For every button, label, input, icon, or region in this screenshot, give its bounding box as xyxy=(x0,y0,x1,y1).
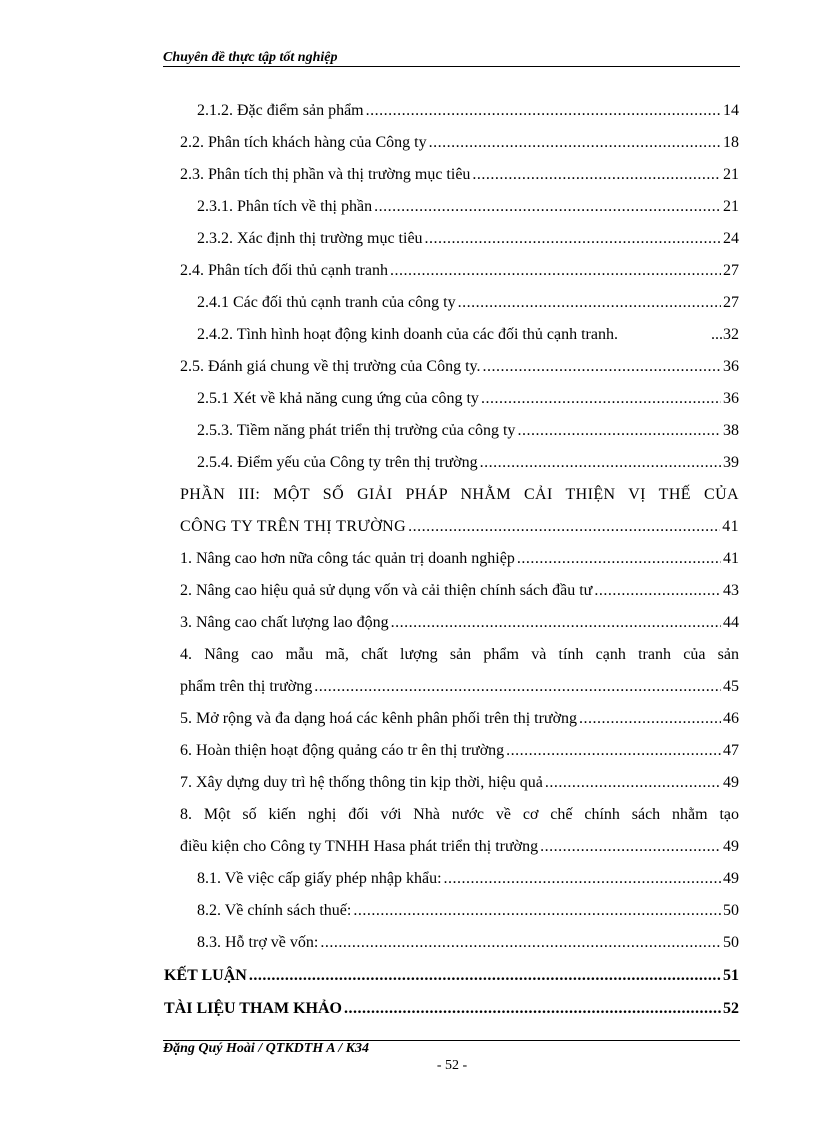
toc-leader xyxy=(506,735,721,767)
toc-leader xyxy=(374,191,721,223)
toc-entry-text: 2.5. Đánh giá chung về thị trường của Công ty. xyxy=(180,358,481,375)
toc-page-number: 46 xyxy=(723,710,739,727)
toc-entry-text: 2.3. Phân tích thị phần và thị trường mục tiêu xyxy=(180,166,471,183)
toc-entry xyxy=(180,639,739,703)
toc-leader xyxy=(517,415,721,447)
toc-entry-text: PHẦN III: MỘT SỐ GIẢI PHÁP NHẰM CẢI THIỆN VỊ THẾ CỦA xyxy=(180,486,739,503)
toc-entry xyxy=(180,927,739,959)
toc-entry xyxy=(180,191,739,223)
page-number: - 52 - xyxy=(436,1058,468,1073)
toc-entry xyxy=(180,287,739,319)
toc-entry xyxy=(180,127,739,159)
toc-page-number: 24 xyxy=(723,230,739,247)
toc-leader xyxy=(408,511,720,543)
toc-page-number: 21 xyxy=(723,198,739,215)
toc-page-number: 52 xyxy=(723,1000,739,1017)
toc-page-number: 49 xyxy=(723,838,739,855)
toc-leader xyxy=(579,703,721,735)
toc-page-number: 50 xyxy=(723,902,739,919)
toc-page-number: 47 xyxy=(723,742,739,759)
toc-entry-text: 4. Nâng cao mẫu mã, chất lượng sản phẩm và tính cạnh tranh của sản xyxy=(180,646,739,663)
toc-entry-text: 2.2. Phân tích khách hàng của Công ty xyxy=(180,134,427,151)
toc-entry xyxy=(180,159,739,191)
toc-page-number: 38 xyxy=(723,422,739,439)
toc-entry-text: 7. Xây dựng duy trì hệ thống thông tin kịp thời, hiệu quả xyxy=(180,774,543,791)
footer-author: Đặng Quý Hoài / QTKDTH A / K34 xyxy=(163,1041,370,1056)
toc-entry-text: 2.3.1. Phân tích về thị phần xyxy=(197,198,373,215)
toc-entry-text: 2.1.2. Đặc điểm sản phẩm xyxy=(197,102,364,119)
toc-entry xyxy=(180,319,739,351)
toc-page-number: 14 xyxy=(723,102,739,119)
toc-entry xyxy=(180,607,739,639)
toc-entry xyxy=(180,255,739,287)
toc-page-number: 27 xyxy=(723,294,739,311)
toc-entry xyxy=(180,383,739,415)
toc-leader xyxy=(444,863,721,895)
toc-leader xyxy=(545,767,721,799)
table-of-contents xyxy=(164,95,739,1025)
toc-entry-text: KẾT LUẬN xyxy=(164,967,247,984)
toc-entry xyxy=(180,767,739,799)
toc-entry-text: 2.3.2. Xác định thị trường mục tiêu xyxy=(197,230,423,247)
toc-leader xyxy=(429,127,721,159)
toc-entry-text: 8.3. Hỗ trợ về vốn: xyxy=(197,934,319,951)
toc-entry-text: 2.4.2. Tình hình hoạt động kinh doanh của các đối thủ cạnh tranh. xyxy=(197,326,618,343)
toc-page-number: 49 xyxy=(723,870,739,887)
toc-leader xyxy=(366,95,721,127)
toc-page-number: 39 xyxy=(723,454,739,471)
toc-leader xyxy=(344,992,721,1025)
toc-page-number: 45 xyxy=(723,678,739,695)
toc-page-number: 36 xyxy=(723,390,739,407)
toc-entry-text: 2. Nâng cao hiệu quả sử dụng vốn và cải thiện chính sách đầu tư xyxy=(180,582,593,599)
toc-leader xyxy=(594,575,721,607)
toc-entry-text: 3. Nâng cao chất lượng lao động xyxy=(180,614,389,631)
toc-page-number: 36 xyxy=(723,358,739,375)
header-rule xyxy=(163,66,740,67)
toc-entry xyxy=(164,959,739,992)
toc-leader xyxy=(482,351,721,383)
toc-entry xyxy=(180,223,739,255)
toc-leader xyxy=(472,159,721,191)
toc-leader xyxy=(458,287,721,319)
toc-entry xyxy=(180,703,739,735)
toc-page-number: 27 xyxy=(723,262,739,279)
toc-entry-text: TÀI LIỆU THAM KHẢO xyxy=(164,1000,342,1017)
toc-leader xyxy=(353,895,721,927)
toc-entry-text: 8. Một số kiến nghị đối với Nhà nước về cơ chế chính sách nhằm tạo xyxy=(180,806,739,823)
toc-entry xyxy=(180,351,739,383)
toc-page-number: 41 xyxy=(722,518,739,535)
toc-leader xyxy=(480,447,721,479)
toc-leader xyxy=(249,959,721,992)
toc-entry xyxy=(164,992,739,1025)
toc-page-number: 18 xyxy=(723,134,739,151)
toc-leader xyxy=(391,607,721,639)
toc-leader xyxy=(517,543,721,575)
toc-entry xyxy=(180,863,739,895)
toc-entry-text: CÔNG TY TRÊN THỊ TRƯỜNG xyxy=(180,518,407,535)
toc-page-number: 41 xyxy=(723,550,739,567)
toc-page-number: 44 xyxy=(723,614,739,631)
toc-entry xyxy=(180,415,739,447)
toc-entry xyxy=(180,95,739,127)
toc-page-number: 43 xyxy=(723,582,739,599)
toc-leader xyxy=(481,383,721,415)
toc-entry xyxy=(180,543,739,575)
toc-entry-text: 1. Nâng cao hơn nữa công tác quản trị doanh nghiệp xyxy=(180,550,515,567)
toc-page-number: 50 xyxy=(723,934,739,951)
toc-entry-text: 8.2. Về chính sách thuế: xyxy=(197,902,352,919)
header-title: Chuyên đề thực tập tốt nghiệp xyxy=(163,50,338,65)
toc-entry-text: 2.5.4. Điểm yếu của Công ty trên thị trường xyxy=(197,454,478,471)
toc-page-number: 49 xyxy=(723,774,739,791)
toc-entry-text: 5. Mở rộng và đa dạng hoá các kênh phân phối trên thị trường xyxy=(180,710,578,727)
toc-entry-text: điều kiện cho Công ty TNHH Hasa phát triển thị trường xyxy=(180,838,539,855)
toc-leader xyxy=(320,927,721,959)
toc-page-number: 51 xyxy=(723,967,739,984)
toc-entry xyxy=(180,479,739,543)
toc-entry-text: 6. Hoàn thiện hoạt động quảng cáo tr ên thị trường xyxy=(180,742,505,759)
toc-entry xyxy=(180,575,739,607)
toc-entry xyxy=(180,447,739,479)
toc-entry-text: 8.1. Về việc cấp giấy phép nhập khẩu: xyxy=(197,870,442,887)
toc-entry xyxy=(180,799,739,863)
toc-entry xyxy=(180,735,739,767)
toc-entry-text: 2.4. Phân tích đối thủ cạnh tranh xyxy=(180,262,388,279)
toc-page-number: 21 xyxy=(723,166,739,183)
toc-page-number: ...32 xyxy=(711,326,739,343)
toc-entry-text: phẩm trên thị trường xyxy=(180,678,313,695)
toc-entry-text: 2.4.1 Các đối thủ cạnh tranh của công ty xyxy=(197,294,456,311)
toc-entry-text: 2.5.3. Tiềm năng phát triển thị trường của công ty xyxy=(197,422,516,439)
toc-leader xyxy=(390,255,721,287)
toc-entry xyxy=(180,895,739,927)
toc-leader xyxy=(540,831,721,863)
toc-entry-text: 2.5.1 Xét về khả năng cung ứng của công ty xyxy=(197,390,479,407)
toc-leader xyxy=(314,671,721,703)
toc-leader xyxy=(425,223,721,255)
